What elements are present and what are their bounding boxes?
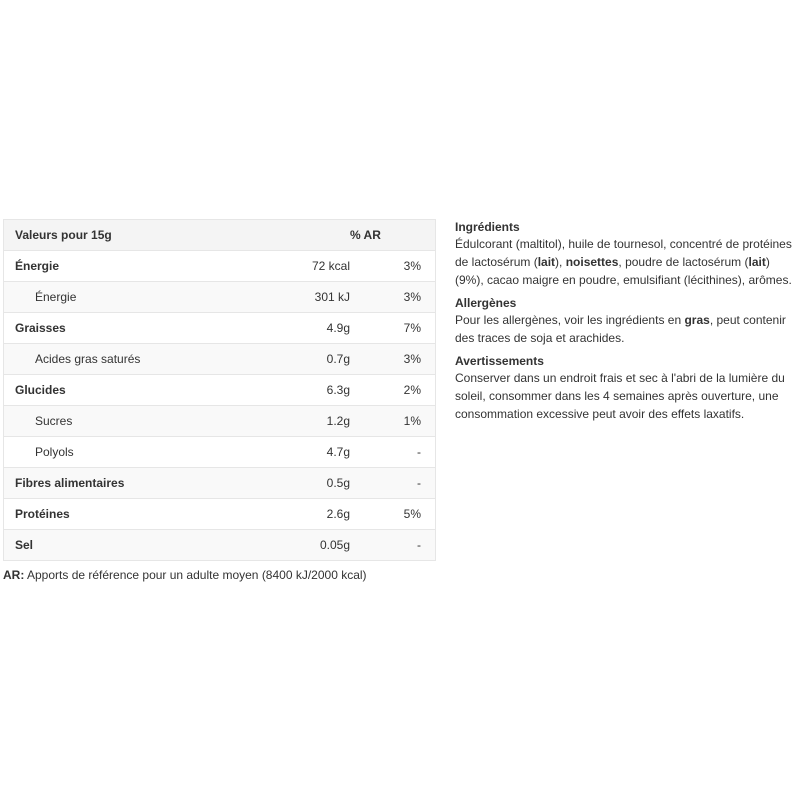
nutrition-rows: [4, 251, 436, 561]
nutrient-name: Sucres: [4, 406, 266, 437]
nutrition-row: [4, 437, 436, 468]
product-info: [455, 219, 795, 429]
nutrient-ar: 2%: [350, 375, 436, 406]
nutrition-table: [3, 219, 436, 561]
nutrient-value: 1.2g: [265, 406, 350, 437]
nutrient-name: Protéines: [4, 499, 266, 530]
nutrient-ar: -: [350, 468, 436, 499]
allergens-text: Pour les allergènes, voir les ingrédients en gras, peut contenir des traces de soja et arachides.: [455, 313, 786, 345]
nutrient-ar: 3%: [350, 344, 436, 375]
header-ar: % AR: [350, 220, 436, 251]
ar-footnote: [3, 568, 367, 582]
allergens-title: Allergènes: [455, 296, 517, 310]
nutrient-ar: 1%: [350, 406, 436, 437]
nutrient-name: Polyols: [4, 437, 266, 468]
nutrition-panel: [3, 219, 436, 561]
nutrient-ar: -: [350, 437, 436, 468]
nutrient-value: 4.7g: [265, 437, 350, 468]
nutrition-row: [4, 313, 436, 344]
header-value: [265, 220, 350, 251]
nutrition-row: [4, 406, 436, 437]
nutrient-ar: 3%: [350, 282, 436, 313]
nutrition-row: [4, 530, 436, 561]
nutrient-value: 72 kcal: [265, 251, 350, 282]
nutrient-value: 0.05g: [265, 530, 350, 561]
nutrition-row: [4, 499, 436, 530]
nutrient-ar: 7%: [350, 313, 436, 344]
nutrition-row: [4, 375, 436, 406]
nutrient-ar: 5%: [350, 499, 436, 530]
nutrient-value: 0.7g: [265, 344, 350, 375]
nutrient-value: 0.5g: [265, 468, 350, 499]
nutrient-value: 2.6g: [265, 499, 350, 530]
nutrient-name: Énergie: [4, 251, 266, 282]
ingredients-title: Ingrédients: [455, 220, 520, 234]
nutrient-name: Fibres alimentaires: [4, 468, 266, 499]
nutrition-row: [4, 468, 436, 499]
nutrition-row: [4, 282, 436, 313]
nutrition-row: [4, 251, 436, 282]
nutrient-name: Énergie: [4, 282, 266, 313]
warnings-text: Conserver dans un endroit frais et sec à l'abri de la lumière du soleil, consommer dans les 4 semaines après ouverture, une consommation excessive peut avoir des effets laxatifs.: [455, 371, 785, 421]
nutrition-header-row: [4, 220, 436, 251]
warnings-title: Avertissements: [455, 354, 544, 368]
nutrient-value: 301 kJ: [265, 282, 350, 313]
nutrient-value: 4.9g: [265, 313, 350, 344]
header-label: Valeurs pour 15g: [4, 220, 266, 251]
nutrient-value: 6.3g: [265, 375, 350, 406]
nutrient-name: Glucides: [4, 375, 266, 406]
footnote-term: AR:: [3, 568, 25, 582]
nutrient-ar: -: [350, 530, 436, 561]
nutrition-row: [4, 344, 436, 375]
nutrient-ar: 3%: [350, 251, 436, 282]
ingredients-text: Édulcorant (maltitol), huile de tournesol, concentré de protéines de lactosérum (lait), noisettes, poudre de lactosérum (lait)(9%), cacao maigre en poudre, emulsifiant (lécithines), arômes.: [455, 237, 792, 287]
footnote-text: Apports de référence pour un adulte moyen (8400 kJ/2000 kcal): [24, 568, 367, 582]
nutrient-name: Sel: [4, 530, 266, 561]
nutrient-name: Graisses: [4, 313, 266, 344]
nutrient-name: Acides gras saturés: [4, 344, 266, 375]
